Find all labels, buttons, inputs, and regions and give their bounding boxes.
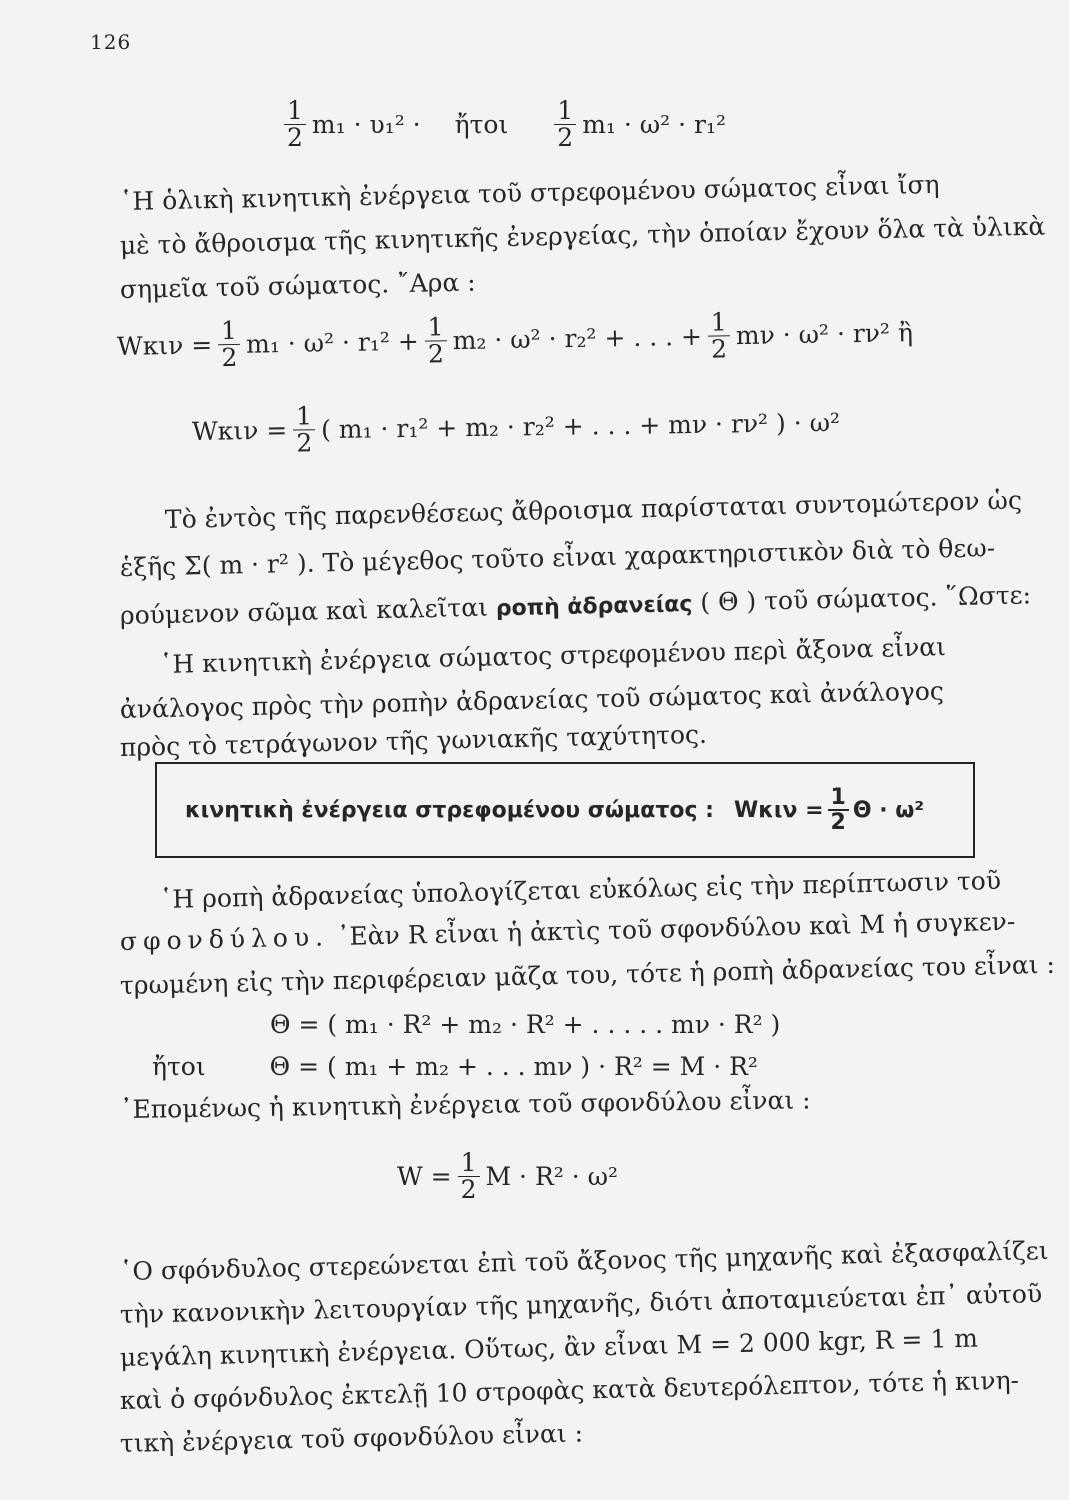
paragraph-line: σημεῖα τοῦ σώματος. ῎Αρα : — [119, 267, 476, 304]
eq5-body: Θ = ( m₁ + m₂ + . . . mν ) · R² = M · R² — [269, 1052, 758, 1081]
equation-total-kinetic — [115, 306, 916, 373]
term-flywheel: σφονδύλου. — [119, 922, 330, 956]
fraction-half: $\frac{1}{2}$ — [424, 314, 447, 368]
eq3-lhs: Wκιν = — [191, 415, 288, 447]
page-number: 126 — [90, 30, 132, 54]
paragraph-line: τὴν κανονικὴν λειτουργίαν τῆς μηχανῆς, διότι ἀποταμιεύεται ἐπ᾿ αὐτοῦ — [119, 1279, 1043, 1329]
eq2-term1: m₁ · ω² · r₁² + — [245, 326, 420, 359]
term-moment-of-inertia: ροπὴ ἀδρανείας — [495, 592, 693, 622]
paragraph-line: πρὸς τὸ τετράγωνον τῆς γωνιακῆς ταχύτητος. — [119, 719, 708, 762]
eq6-rhs: M · R² · ω² — [485, 1162, 619, 1192]
paragraph-line: Τὸ ἐντὸς τῆς παρενθέσεως ἄθροισμα παρίσταται συντομώτερον ὡς — [164, 485, 1023, 534]
eq2-term3: mν · ω² · rν² ἢ — [735, 318, 914, 351]
eq2-lhs: Wκιν = — [116, 330, 213, 362]
fraction-half: $\frac{1}{2}$ — [707, 309, 730, 363]
fraction-half: $\frac{1}{2}$ — [284, 98, 306, 152]
fraction-half: $\frac{1}{2}$ — [293, 403, 316, 457]
paragraph-line: ρούμενον σῶμα καὶ καλεῖται ροπὴ ἀδρανείας ( Θ ) τοῦ σώματος. ῞Ωστε: — [119, 580, 1032, 630]
paragraph-line: ᾿Επομένως ἡ κινητικὴ ἐνέργεια τοῦ σφονδύλου εἶναι : — [119, 1085, 811, 1124]
box-label: κινητικὴ ἐνέργεια στρεφομένου σώματος : — [185, 797, 714, 823]
eq1-right: m₁ · ω² · r₁² — [582, 110, 727, 140]
eq5-connector: ἤτοι — [152, 1052, 206, 1081]
paragraph-line: ἀνάλογος πρὸς τὴν ροπὴν ἀδρανείας τοῦ σώματος καὶ ἀνάλογος — [119, 676, 945, 724]
equation-flywheel-energy — [395, 1150, 620, 1204]
fraction-half: $\frac{1}{2}$ — [458, 1150, 480, 1204]
equation-kinetic-point: $\frac{1}{2}$ m₁ · υ₁² · ἤτοι $\frac{1}{2}$ m₁ · ω² · r₁² — [280, 98, 728, 152]
eq6-lhs: W = — [397, 1162, 452, 1192]
box-lhs: Wκιν = — [733, 797, 824, 823]
paragraph-line: ῾Η κινητικὴ ἐνέργεια σώματος στρεφομένου περὶ ἄξονα εἶναι — [159, 632, 947, 679]
eq1-connector: ἤτοι — [454, 110, 509, 140]
eq3-body: ( m₁ · r₁² + m₂ · r₂² + . . . + mν · rν² ) · ω² — [320, 408, 841, 445]
paragraph-line: ῾Η ροπὴ ἀδρανείας ὑπολογίζεται εὐκόλως εἰς τὴν περίπτωσιν τοῦ — [159, 865, 1002, 914]
paragraph-line: τικὴ ἐνέργεια τοῦ σφονδύλου εἶναι : — [119, 1418, 584, 1458]
paragraph-line: μεγάλη κινητικὴ ἐνέργεια. Οὕτως, ἂν εἶναι M = 2 000 kgr, R = 1 m — [119, 1323, 979, 1372]
paragraph-line: σφονδύλου. ᾿Εὰν R εἶναι ἡ ἀκτὶς τοῦ σφονδύλου καὶ M ἡ συγκεν- — [119, 906, 1016, 956]
fraction-half: $\frac{1}{2}$ — [554, 98, 576, 152]
paragraph-line: τρωμένη εἰς τὴν περιφέρειαν μᾶζα του, τότε ἡ ροπὴ ἀδρανείας του εἶναι : — [119, 949, 1056, 1000]
paragraph-line: ἑξῆς Σ( m · r² ). Τὸ μέγεθος τοῦτο εἶναι χαρακτηριστικὸν διὰ τὸ θεω- — [119, 533, 996, 582]
paragraph-line: καὶ ὁ σφόνδυλος ἐκτελῇ 10 στροφὰς κατὰ δευτερόλεπτον, τότε ἡ κινη- — [119, 1365, 1020, 1415]
equation-inertia-sum: Θ = ( m₁ · R² + m₂ · R² + . . . . . mν · R² ) — [270, 1010, 781, 1039]
equation-inertia-result — [150, 1052, 760, 1081]
boxed-formula — [155, 762, 975, 858]
equation-total-kinetic-factored — [190, 396, 843, 459]
paragraph-line: ῾Η ὁλικὴ κινητικὴ ἐνέργεια τοῦ στρεφομένου σώματος εἶναι ἴση — [119, 169, 940, 216]
fraction-half: $\frac{1}{2}$ — [218, 318, 241, 372]
box-rhs: Θ · ω² — [852, 797, 924, 823]
eq2-term2: m₂ · ω² · r₂² + . . . + — [452, 322, 703, 356]
paragraph-line: μὲ τὸ ἄθροισμα τῆς κινητικῆς ἐνεργείας, τὴν ὁποίαν ἔχουν ὅλα τὰ ὑλικὰ — [119, 211, 1046, 260]
paragraph-line: ῾Ο σφόνδυλος στερεώνεται ἐπὶ τοῦ ἄξονος τῆς μηχανῆς καὶ ἐξασφαλίζει — [119, 1235, 1049, 1286]
fraction-half: $\frac{1}{2}$ — [828, 786, 849, 834]
